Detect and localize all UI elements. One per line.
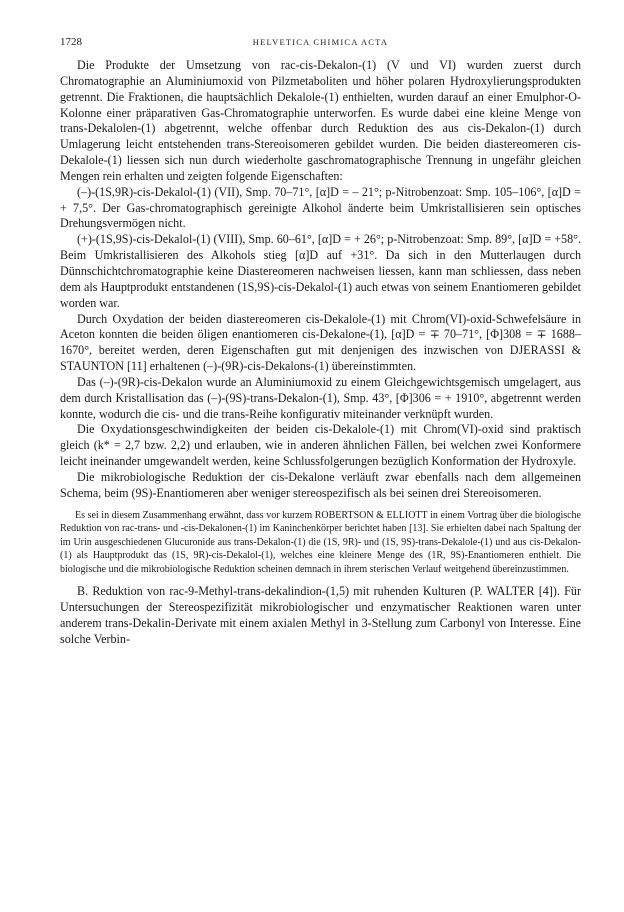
paragraph-compound-viii: (+)-(1S,9S)-cis-Dekalol-(1) (VIII), Smp. 60–61°, [α]D = + 26°; p-Nitrobenzoat: Smp. 89°, [α]D = +58°. Beim Umkristallisieren des Alkohols stieg [α]D auf +31°. Da sich in den Mutterlaugen durch Dünnschichtchromatographie keine Diastereomeren nachweisen liessen, kann man schliessen, dass neben dem als Hauptprodukt entstandenen (1S,9S)-cis-Dekalol-(1) auch etwas von seinem Enantiomeren gebildet worden war. xyxy=(60,232,581,310)
paragraph-rearrangement: Das (–)-(9R)-cis-Dekalon wurde an Aluminiumoxid zu einem Gleichgewichtsgemisch umgelagert, aus dem durch Kristallisation das (–)-(9S)-trans-Dekalon-(1), Smp. 43°, [Φ]306 = + 1910°, abgetrennt werden konnte, wodurch die cis- und die trans-Reihe konfigurativ miteinander verknüpft wurden. xyxy=(60,374,581,421)
page-number: 1728 xyxy=(60,36,82,48)
paragraph-microbiological-reduction: Die mikrobiologische Reduktion der cis-Dekalone verläuft zwar ebenfalls nach dem allgemeinen Schema, beim (9S)-Enantiomeren aber weniger stereospezifisch als bei seinen drei Stereoisomeren. xyxy=(60,469,581,500)
document-page xyxy=(60,36,581,648)
section-b-paragraph: B. Reduktion von rac-9-Methyl-trans-dekalindion-(1,5) mit ruhenden Kulturen (P. WALTER [4]). Für Untersuchungen der Stereospezifizität mikrobiologischer und enzymatischer Reaktionen waren unter anderem trans-Dekalin-Derivate mit einem axialen Methyl in 3-Stellung zum Carbonyl von Interesse. Eine solche Verbin- xyxy=(60,584,581,646)
paragraph-oxidation-rates: Die Oxydationsgeschwindigkeiten der beiden cis-Dekalole-(1) mit Chrom(VI)-oxid sind praktisch gleich (k* = 2,7 bzw. 2,2) und erlauben, wie in anderen ähnlichen Fällen, bei welchen zwei Konformere leicht ineinander umgewandelt werden, keine Schlussfolgerungen bezüglich Konformation der Hydroxyle. xyxy=(60,422,581,469)
paragraph-compound-vii: (–)-(1S,9R)-cis-Dekalol-(1) (VII), Smp. 70–71°, [α]D = – 21°; p-Nitrobenzoat: Smp. 105–106°, [α]D = + 7,5°. Der Gas-chromatographisch gereinigte Alkohol änderte beim Umkristallisieren sein optisches Drehungsvermögen nicht. xyxy=(60,184,581,231)
paragraph-products-separation: Die Produkte der Umsetzung von rac-cis-Dekalon-(1) (V und VI) wurden zuerst durch Chromatographie an Aluminiumoxid von Pilzmetaboliten und höher polaren Hydroxylierungsprodukten getrennt. Die Fraktionen, die hauptsächlich Dekalole-(1) enthielten, wurden darauf an einer Emulphor-O-Kolonne einer präparativen Gas-Chromatographie unterworfen. Es wurde dabei eine kleine Menge von trans-Dekalolen-(1) abgetrennt, welche offenbar durch Reduktion des aus cis-Dekalon-(1) durch Umlagerung leicht entstehenden trans-Stereoisomeren gebildet wurden. Die beiden diastereomeren cis-Dekalole-(1) liessen sich nun durch wiederholte gaschromatographische Trennung in ungefähr gleichen Mengen rein erhalten und zeigten folgende Eigenschaften: xyxy=(60,58,581,183)
journal-title: HELVETICA CHIMICA ACTA xyxy=(252,37,389,47)
body-text xyxy=(60,58,581,648)
paragraph-oxidation: Durch Oxydation der beiden diastereomeren cis-Dekalole-(1) mit Chrom(VI)-oxid-Schwefelsäure in Aceton konnten die beiden öligen enantiomeren cis-Dekalone-(1), [α]D = ∓ 70–71°, [Φ]308 = ∓ 1688–1670°, bereitet werden, deren Eigenschaften gut mit denjenigen des inzwischen von DJERASSI & STAUNTON [11] erhaltenen (–)-(9R)-cis-Dekalons-(1) übereinstimmten. xyxy=(60,311,581,374)
page-header xyxy=(60,36,581,58)
footnote: Es sei in diesem Zusammenhang erwähnt, dass vor kurzem ROBERTSON & ELLIOTT in einem Vortrag über die biologische Reduktion von rac-trans- und -cis-Dekalonen-(1) im Kaninchenkörper berichtet haben [13]. Sie erhielten dabei nach Spaltung der im Urin ausgeschiedenen Glucuronide aus trans-Dekalon-(1) die (1S, 9R)- und (1S, 9S)-trans-Dekalole-(1) und aus cis-Dekalon-(1) als Hauptprodukt das (1S, 9R)-cis-Dekalol-(1), welches eine kleinere Menge des (1R, 9S)-Enantiomeren enthielt. Die biologische und die mikrobiologische Reduktion scheinen demnach in ihrem sterischen Verlauf weitgehend übereinzustimmen. xyxy=(60,509,581,575)
